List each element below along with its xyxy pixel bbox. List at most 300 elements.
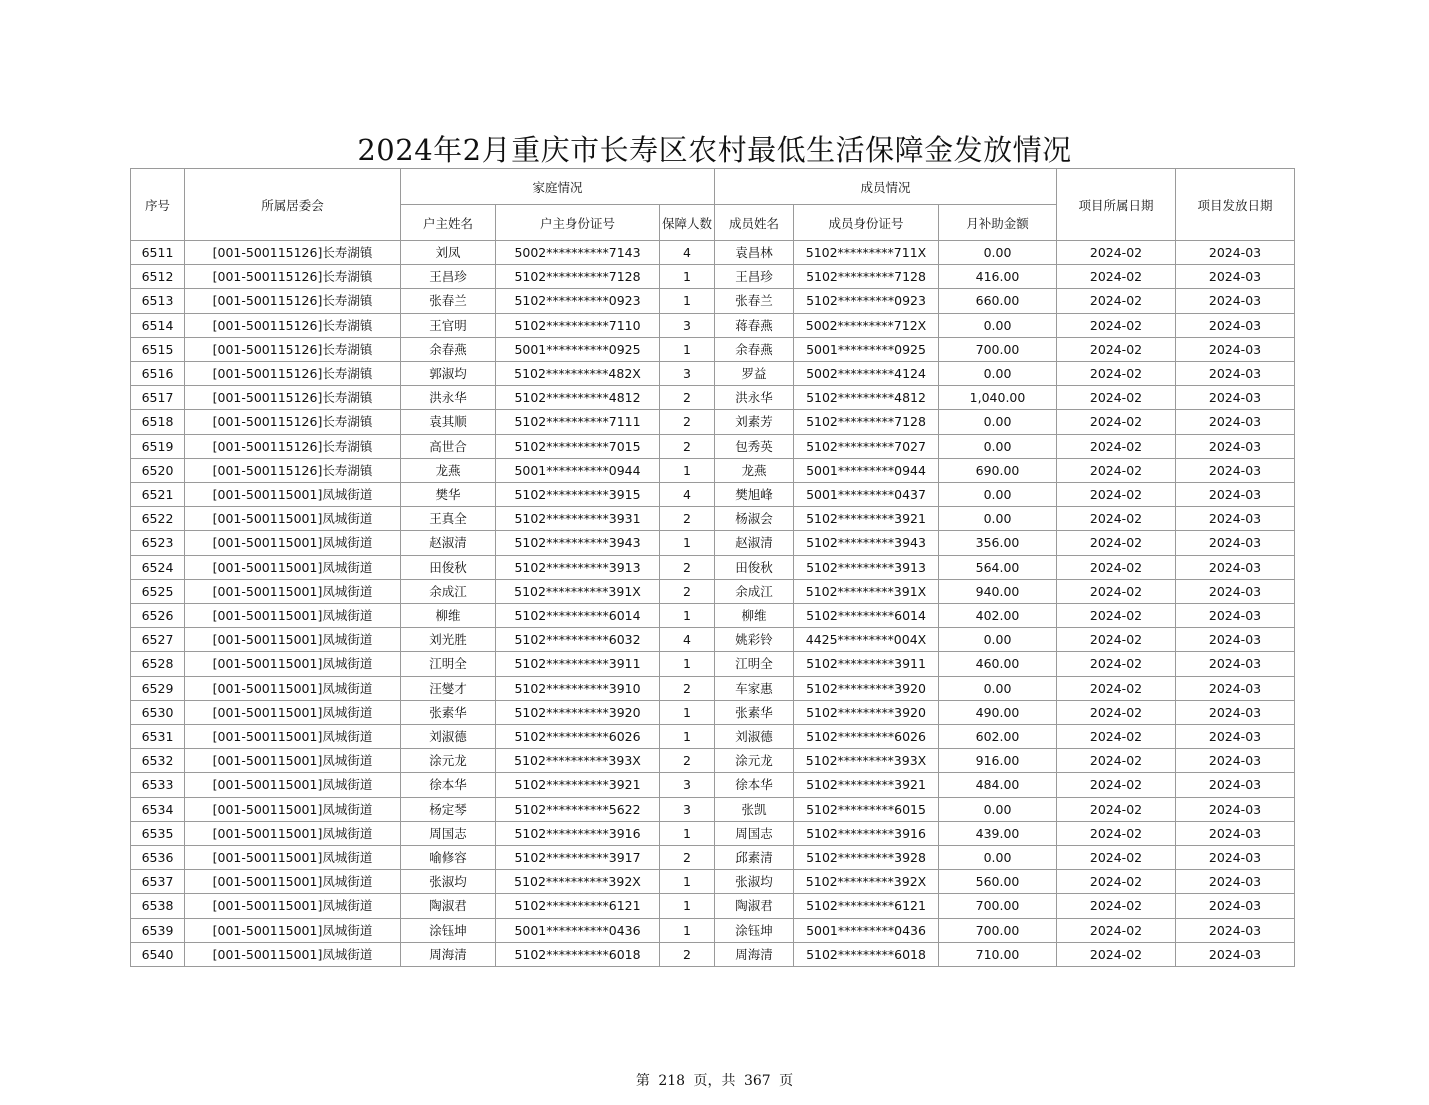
table-row [131, 362, 1295, 386]
cell-issue-month: 2024-03 [1176, 362, 1295, 386]
cell-head-id: 5102**********482X [496, 362, 660, 386]
cell-covered: 2 [660, 942, 715, 966]
cell-covered: 4 [660, 628, 715, 652]
cell-committee: [001-500115001]凤城街道 [185, 846, 401, 870]
header-amount: 月补助金额 [939, 205, 1057, 241]
cell-item-month: 2024-02 [1057, 628, 1176, 652]
table-row [131, 676, 1295, 700]
cell-amount: 0.00 [939, 434, 1057, 458]
cell-item-month: 2024-02 [1057, 942, 1176, 966]
cell-head-id: 5001**********0925 [496, 337, 660, 361]
cell-member-id: 5102*********6026 [794, 725, 939, 749]
header-member-id: 成员身份证号 [794, 205, 939, 241]
cell-member-id: 5102*********3921 [794, 773, 939, 797]
cell-covered: 1 [660, 894, 715, 918]
cell-covered: 2 [660, 676, 715, 700]
cell-seq: 6536 [131, 846, 185, 870]
cell-committee: [001-500115126]长寿湖镇 [185, 313, 401, 337]
cell-member-name: 王昌珍 [715, 265, 794, 289]
cell-member-id: 5001*********0925 [794, 337, 939, 361]
cell-item-month: 2024-02 [1057, 555, 1176, 579]
cell-amount: 660.00 [939, 289, 1057, 313]
cell-item-month: 2024-02 [1057, 241, 1176, 265]
cell-issue-month: 2024-03 [1176, 700, 1295, 724]
cell-item-month: 2024-02 [1057, 531, 1176, 555]
cell-item-month: 2024-02 [1057, 846, 1176, 870]
cell-member-id: 5102*********0923 [794, 289, 939, 313]
table-row [131, 241, 1295, 265]
cell-member-name: 罗益 [715, 362, 794, 386]
cell-head-id: 5102**********3915 [496, 483, 660, 507]
cell-seq: 6529 [131, 676, 185, 700]
cell-item-month: 2024-02 [1057, 434, 1176, 458]
cell-member-id: 5001*********0436 [794, 918, 939, 942]
cell-head-name: 郭淑均 [401, 362, 496, 386]
cell-amount: 490.00 [939, 700, 1057, 724]
cell-item-month: 2024-02 [1057, 313, 1176, 337]
cell-head-name: 涂钰坤 [401, 918, 496, 942]
table-row [131, 749, 1295, 773]
cell-seq: 6539 [131, 918, 185, 942]
cell-head-name: 王官明 [401, 313, 496, 337]
cell-head-name: 赵淑清 [401, 531, 496, 555]
cell-head-name: 徐本华 [401, 773, 496, 797]
cell-head-id: 5102**********3921 [496, 773, 660, 797]
cell-head-id: 5102**********7111 [496, 410, 660, 434]
cell-member-name: 杨淑会 [715, 507, 794, 531]
cell-issue-month: 2024-03 [1176, 410, 1295, 434]
cell-item-month: 2024-02 [1057, 410, 1176, 434]
cell-seq: 6540 [131, 942, 185, 966]
cell-member-name: 周海清 [715, 942, 794, 966]
cell-issue-month: 2024-03 [1176, 942, 1295, 966]
cell-amount: 602.00 [939, 725, 1057, 749]
cell-item-month: 2024-02 [1057, 797, 1176, 821]
cell-head-name: 汪燮才 [401, 676, 496, 700]
cell-member-name: 陶淑君 [715, 894, 794, 918]
cell-issue-month: 2024-03 [1176, 628, 1295, 652]
cell-member-id: 5102*********392X [794, 870, 939, 894]
cell-amount: 402.00 [939, 604, 1057, 628]
cell-committee: [001-500115001]凤城街道 [185, 507, 401, 531]
cell-covered: 4 [660, 241, 715, 265]
cell-seq: 6515 [131, 337, 185, 361]
cell-head-name: 喻修容 [401, 846, 496, 870]
cell-head-id: 5102**********3931 [496, 507, 660, 531]
cell-amount: 0.00 [939, 846, 1057, 870]
cell-member-name: 刘淑德 [715, 725, 794, 749]
cell-item-month: 2024-02 [1057, 918, 1176, 942]
cell-seq: 6517 [131, 386, 185, 410]
cell-head-name: 张淑均 [401, 870, 496, 894]
cell-head-id: 5102**********3916 [496, 821, 660, 845]
cell-seq: 6528 [131, 652, 185, 676]
cell-member-name: 姚彩铃 [715, 628, 794, 652]
cell-item-month: 2024-02 [1057, 652, 1176, 676]
cell-member-id: 5002*********712X [794, 313, 939, 337]
cell-member-id: 5102*********393X [794, 749, 939, 773]
cell-member-name: 龙燕 [715, 458, 794, 482]
cell-seq: 6534 [131, 797, 185, 821]
cell-item-month: 2024-02 [1057, 821, 1176, 845]
footer-page-number: 218 [658, 1073, 686, 1089]
cell-issue-month: 2024-03 [1176, 313, 1295, 337]
cell-issue-month: 2024-03 [1176, 894, 1295, 918]
cell-item-month: 2024-02 [1057, 289, 1176, 313]
cell-member-name: 张淑均 [715, 870, 794, 894]
cell-amount: 0.00 [939, 313, 1057, 337]
cell-member-name: 张春兰 [715, 289, 794, 313]
cell-seq: 6526 [131, 604, 185, 628]
cell-issue-month: 2024-03 [1176, 434, 1295, 458]
table-row [131, 846, 1295, 870]
cell-head-name: 田俊秋 [401, 555, 496, 579]
cell-member-name: 袁昌林 [715, 241, 794, 265]
cell-amount: 416.00 [939, 265, 1057, 289]
cell-head-id: 5102**********4812 [496, 386, 660, 410]
footer-suffix: 页 [779, 1073, 794, 1089]
cell-amount: 710.00 [939, 942, 1057, 966]
cell-item-month: 2024-02 [1057, 773, 1176, 797]
cell-member-id: 5102*********3943 [794, 531, 939, 555]
table-row [131, 870, 1295, 894]
cell-amount: 0.00 [939, 410, 1057, 434]
cell-member-name: 包秀英 [715, 434, 794, 458]
footer-mid: 页，共 [693, 1073, 736, 1089]
cell-head-id: 5002**********7143 [496, 241, 660, 265]
table-row [131, 507, 1295, 531]
cell-committee: [001-500115001]凤城街道 [185, 894, 401, 918]
cell-issue-month: 2024-03 [1176, 870, 1295, 894]
cell-amount: 0.00 [939, 362, 1057, 386]
cell-covered: 1 [660, 289, 715, 313]
cell-head-name: 袁其顺 [401, 410, 496, 434]
cell-head-name: 高世合 [401, 434, 496, 458]
cell-issue-month: 2024-03 [1176, 604, 1295, 628]
cell-issue-month: 2024-03 [1176, 676, 1295, 700]
cell-committee: [001-500115126]长寿湖镇 [185, 337, 401, 361]
cell-amount: 1,040.00 [939, 386, 1057, 410]
cell-head-id: 5102**********3917 [496, 846, 660, 870]
cell-committee: [001-500115126]长寿湖镇 [185, 265, 401, 289]
cell-issue-month: 2024-03 [1176, 337, 1295, 361]
cell-seq: 6513 [131, 289, 185, 313]
table-row [131, 725, 1295, 749]
table-row [131, 555, 1295, 579]
cell-committee: [001-500115001]凤城街道 [185, 579, 401, 603]
cell-seq: 6532 [131, 749, 185, 773]
cell-seq: 6537 [131, 870, 185, 894]
cell-seq: 6535 [131, 821, 185, 845]
cell-item-month: 2024-02 [1057, 700, 1176, 724]
cell-covered: 1 [660, 531, 715, 555]
cell-amount: 0.00 [939, 628, 1057, 652]
cell-covered: 2 [660, 846, 715, 870]
header-item-month: 项目所属日期 [1057, 169, 1176, 241]
cell-seq: 6520 [131, 458, 185, 482]
cell-seq: 6531 [131, 725, 185, 749]
cell-committee: [001-500115001]凤城街道 [185, 483, 401, 507]
cell-amount: 564.00 [939, 555, 1057, 579]
cell-issue-month: 2024-03 [1176, 289, 1295, 313]
cell-head-id: 5102**********6014 [496, 604, 660, 628]
header-committee: 所属居委会 [185, 169, 401, 241]
cell-member-id: 5102*********6018 [794, 942, 939, 966]
cell-item-month: 2024-02 [1057, 894, 1176, 918]
cell-seq: 6525 [131, 579, 185, 603]
cell-member-name: 柳维 [715, 604, 794, 628]
header-family-group: 家庭情况 [401, 169, 715, 205]
table-row [131, 942, 1295, 966]
cell-covered: 1 [660, 725, 715, 749]
cell-covered: 1 [660, 652, 715, 676]
cell-committee: [001-500115126]长寿湖镇 [185, 362, 401, 386]
header-head-name: 户主姓名 [401, 205, 496, 241]
cell-seq: 6523 [131, 531, 185, 555]
cell-head-name: 江明全 [401, 652, 496, 676]
table-row [131, 265, 1295, 289]
cell-member-name: 车家惠 [715, 676, 794, 700]
cell-member-name: 余成江 [715, 579, 794, 603]
cell-member-name: 樊旭峰 [715, 483, 794, 507]
cell-committee: [001-500115001]凤城街道 [185, 942, 401, 966]
cell-covered: 2 [660, 749, 715, 773]
cell-committee: [001-500115126]长寿湖镇 [185, 386, 401, 410]
cell-issue-month: 2024-03 [1176, 241, 1295, 265]
cell-amount: 700.00 [939, 894, 1057, 918]
cell-member-name: 田俊秋 [715, 555, 794, 579]
cell-member-name: 张凯 [715, 797, 794, 821]
cell-head-id: 5102**********3911 [496, 652, 660, 676]
cell-covered: 3 [660, 797, 715, 821]
cell-item-month: 2024-02 [1057, 604, 1176, 628]
cell-head-name: 杨定琴 [401, 797, 496, 821]
cell-amount: 916.00 [939, 749, 1057, 773]
cell-head-id: 5102**********6121 [496, 894, 660, 918]
cell-issue-month: 2024-03 [1176, 918, 1295, 942]
page-footer [0, 1070, 1429, 1090]
cell-member-id: 5102*********7128 [794, 410, 939, 434]
cell-covered: 3 [660, 773, 715, 797]
cell-issue-month: 2024-03 [1176, 579, 1295, 603]
header-member-name: 成员姓名 [715, 205, 794, 241]
cell-amount: 356.00 [939, 531, 1057, 555]
table-row [131, 700, 1295, 724]
cell-committee: [001-500115001]凤城街道 [185, 749, 401, 773]
cell-seq: 6530 [131, 700, 185, 724]
cell-seq: 6538 [131, 894, 185, 918]
cell-covered: 1 [660, 918, 715, 942]
cell-issue-month: 2024-03 [1176, 773, 1295, 797]
cell-member-id: 5102*********391X [794, 579, 939, 603]
cell-seq: 6518 [131, 410, 185, 434]
footer-prefix: 第 [635, 1073, 650, 1089]
cell-head-name: 刘光胜 [401, 628, 496, 652]
cell-issue-month: 2024-03 [1176, 749, 1295, 773]
cell-seq: 6512 [131, 265, 185, 289]
cell-amount: 690.00 [939, 458, 1057, 482]
cell-head-id: 5102**********5622 [496, 797, 660, 821]
table-row [131, 410, 1295, 434]
cell-issue-month: 2024-03 [1176, 507, 1295, 531]
table-row [131, 531, 1295, 555]
cell-member-name: 刘素芳 [715, 410, 794, 434]
table-row [131, 652, 1295, 676]
cell-head-id: 5102**********7110 [496, 313, 660, 337]
cell-item-month: 2024-02 [1057, 676, 1176, 700]
table-row [131, 604, 1295, 628]
cell-item-month: 2024-02 [1057, 386, 1176, 410]
cell-committee: [001-500115001]凤城街道 [185, 870, 401, 894]
cell-head-id: 5102**********6026 [496, 725, 660, 749]
cell-issue-month: 2024-03 [1176, 531, 1295, 555]
cell-seq: 6524 [131, 555, 185, 579]
cell-member-id: 5102*********6014 [794, 604, 939, 628]
cell-covered: 2 [660, 507, 715, 531]
cell-head-name: 刘凤 [401, 241, 496, 265]
cell-committee: [001-500115001]凤城街道 [185, 797, 401, 821]
cell-seq: 6521 [131, 483, 185, 507]
cell-head-id: 5001**********0436 [496, 918, 660, 942]
cell-committee: [001-500115001]凤城街道 [185, 652, 401, 676]
cell-covered: 2 [660, 579, 715, 603]
cell-head-name: 柳维 [401, 604, 496, 628]
header-issue-month: 项目发放日期 [1176, 169, 1295, 241]
cell-committee: [001-500115126]长寿湖镇 [185, 434, 401, 458]
cell-amount: 700.00 [939, 918, 1057, 942]
cell-seq: 6511 [131, 241, 185, 265]
cell-committee: [001-500115001]凤城街道 [185, 531, 401, 555]
cell-covered: 1 [660, 337, 715, 361]
cell-head-name: 樊华 [401, 483, 496, 507]
cell-covered: 2 [660, 386, 715, 410]
cell-head-name: 洪永华 [401, 386, 496, 410]
cell-member-id: 5002*********4124 [794, 362, 939, 386]
cell-head-name: 龙燕 [401, 458, 496, 482]
cell-covered: 3 [660, 362, 715, 386]
cell-head-name: 张春兰 [401, 289, 496, 313]
cell-member-id: 5102*********7027 [794, 434, 939, 458]
cell-issue-month: 2024-03 [1176, 846, 1295, 870]
table-row [131, 386, 1295, 410]
cell-amount: 700.00 [939, 337, 1057, 361]
table-row [131, 821, 1295, 845]
cell-member-name: 周国志 [715, 821, 794, 845]
page-title: 2024年2月重庆市长寿区农村最低生活保障金发放情况 [357, 133, 1072, 167]
cell-amount: 460.00 [939, 652, 1057, 676]
cell-head-id: 5102**********7128 [496, 265, 660, 289]
cell-member-id: 5102*********4812 [794, 386, 939, 410]
cell-seq: 6527 [131, 628, 185, 652]
cell-issue-month: 2024-03 [1176, 725, 1295, 749]
cell-committee: [001-500115126]长寿湖镇 [185, 410, 401, 434]
cell-amount: 0.00 [939, 507, 1057, 531]
table-row [131, 797, 1295, 821]
cell-item-month: 2024-02 [1057, 362, 1176, 386]
cell-head-id: 5102**********6018 [496, 942, 660, 966]
cell-committee: [001-500115001]凤城街道 [185, 773, 401, 797]
cell-issue-month: 2024-03 [1176, 797, 1295, 821]
cell-amount: 940.00 [939, 579, 1057, 603]
cell-committee: [001-500115001]凤城街道 [185, 700, 401, 724]
cell-member-name: 邱素清 [715, 846, 794, 870]
cell-committee: [001-500115126]长寿湖镇 [185, 241, 401, 265]
table-row [131, 894, 1295, 918]
cell-member-name: 洪永华 [715, 386, 794, 410]
cell-item-month: 2024-02 [1057, 458, 1176, 482]
cell-committee: [001-500115001]凤城街道 [185, 555, 401, 579]
table-row [131, 289, 1295, 313]
cell-member-id: 5102*********6015 [794, 797, 939, 821]
cell-member-id: 5102*********3920 [794, 700, 939, 724]
cell-head-id: 5102**********392X [496, 870, 660, 894]
cell-issue-month: 2024-03 [1176, 265, 1295, 289]
footer-total-pages: 367 [743, 1073, 771, 1089]
cell-committee: [001-500115126]长寿湖镇 [185, 289, 401, 313]
cell-member-id: 5102*********3928 [794, 846, 939, 870]
cell-committee: [001-500115001]凤城街道 [185, 628, 401, 652]
cell-head-name: 余春燕 [401, 337, 496, 361]
cell-amount: 0.00 [939, 241, 1057, 265]
cell-member-name: 徐本华 [715, 773, 794, 797]
cell-covered: 2 [660, 410, 715, 434]
cell-member-name: 张素华 [715, 700, 794, 724]
table-header [131, 169, 1295, 241]
cell-item-month: 2024-02 [1057, 749, 1176, 773]
cell-issue-month: 2024-03 [1176, 821, 1295, 845]
cell-member-id: 5102*********6121 [794, 894, 939, 918]
cell-covered: 2 [660, 434, 715, 458]
cell-issue-month: 2024-03 [1176, 483, 1295, 507]
cell-seq: 6514 [131, 313, 185, 337]
table-body [131, 241, 1295, 967]
cell-covered: 1 [660, 265, 715, 289]
table-row [131, 579, 1295, 603]
cell-item-month: 2024-02 [1057, 725, 1176, 749]
cell-issue-month: 2024-03 [1176, 555, 1295, 579]
cell-head-id: 5102**********3913 [496, 555, 660, 579]
cell-member-id: 5102*********711X [794, 241, 939, 265]
cell-head-name: 周国志 [401, 821, 496, 845]
cell-covered: 4 [660, 483, 715, 507]
cell-head-name: 张素华 [401, 700, 496, 724]
cell-covered: 1 [660, 604, 715, 628]
cell-amount: 484.00 [939, 773, 1057, 797]
table-row [131, 337, 1295, 361]
cell-amount: 0.00 [939, 797, 1057, 821]
cell-covered: 1 [660, 700, 715, 724]
table-row [131, 483, 1295, 507]
cell-member-id: 5001*********0944 [794, 458, 939, 482]
cell-member-name: 余春燕 [715, 337, 794, 361]
cell-amount: 560.00 [939, 870, 1057, 894]
cell-covered: 1 [660, 870, 715, 894]
header-member-group: 成员情况 [715, 169, 1057, 205]
table-row [131, 434, 1295, 458]
table-row [131, 313, 1295, 337]
table-row [131, 773, 1295, 797]
table-row [131, 628, 1295, 652]
cell-member-name: 涂钰坤 [715, 918, 794, 942]
cell-head-id: 5102**********393X [496, 749, 660, 773]
cell-issue-month: 2024-03 [1176, 652, 1295, 676]
cell-head-id: 5102**********3920 [496, 700, 660, 724]
table-row [131, 918, 1295, 942]
cell-item-month: 2024-02 [1057, 870, 1176, 894]
cell-member-id: 5102*********3916 [794, 821, 939, 845]
cell-amount: 0.00 [939, 483, 1057, 507]
cell-head-id: 5001**********0944 [496, 458, 660, 482]
